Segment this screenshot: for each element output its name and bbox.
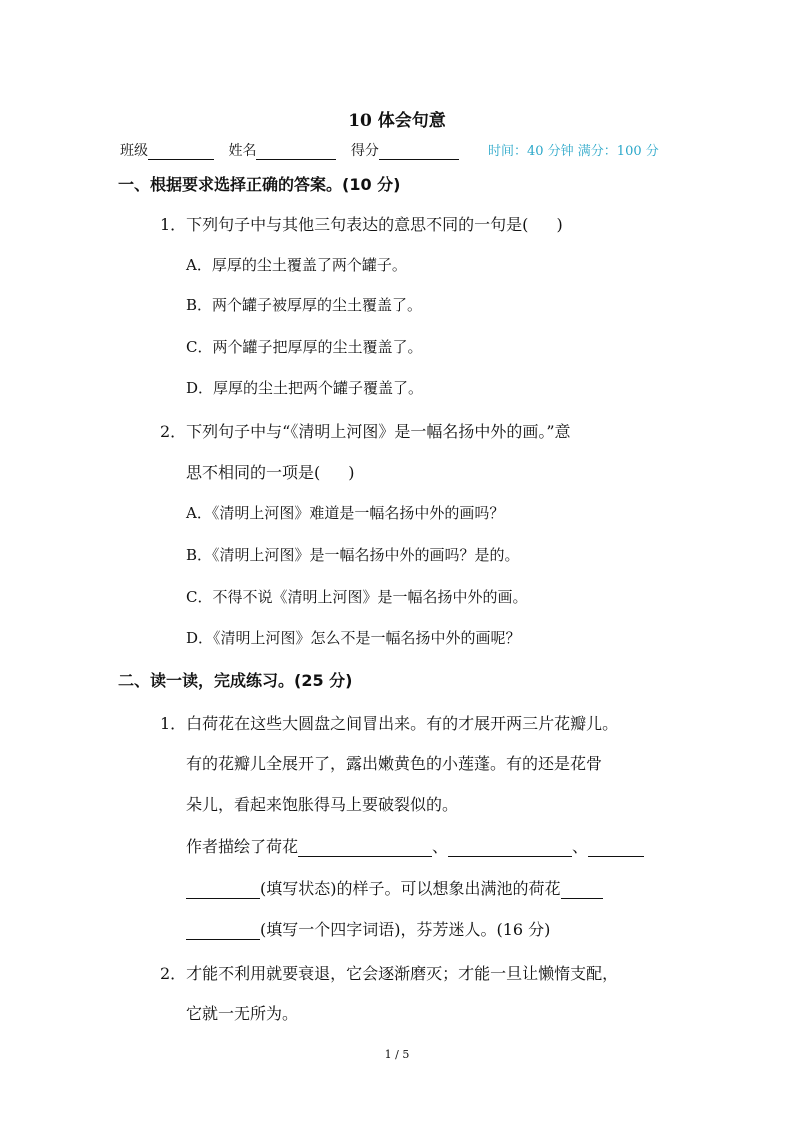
s1-q2-option-b: B．《清明上河图》是一幅名扬中外的画吗？是的。 bbox=[186, 546, 520, 564]
fill-blank[interactable] bbox=[186, 923, 260, 940]
fill-sep: 、 bbox=[572, 837, 589, 856]
section2-heading: 二、读一读，完成练习。(25 分) bbox=[118, 671, 353, 690]
s1-q2-option-c: C．不得不说《清明上河图》是一幅名扬中外的画。 bbox=[186, 588, 528, 606]
s1-q1-close: ) bbox=[556, 215, 563, 234]
fill-text: (填写一个四字词语)，芬芳迷人。(16 分) bbox=[260, 920, 551, 939]
s1-q1-option-a: A．厚厚的尘土覆盖了两个罐子。 bbox=[186, 256, 407, 274]
s2-q1-fill-line3 bbox=[186, 917, 550, 940]
s1-q2-stem-line1: 2．下列句子中与“《清明上河图》是一幅名扬中外的画。”意 bbox=[160, 422, 571, 441]
fill-blank[interactable] bbox=[448, 840, 572, 857]
fill-text: 作者描绘了荷花 bbox=[186, 837, 299, 856]
s1-q1-stem bbox=[160, 212, 563, 235]
fill-text: (填写状态)的样子。可以想象出满池的荷花 bbox=[260, 879, 561, 898]
name-label: 姓名 bbox=[228, 143, 257, 159]
score-blank bbox=[379, 145, 459, 160]
s2-q2-line2: 它就一无所为。 bbox=[186, 1004, 299, 1023]
student-info-row bbox=[120, 140, 659, 160]
s2-q1-fill-line2 bbox=[186, 876, 603, 899]
s1-q1-stem-text: 1．下列句子中与其他三句表达的意思不同的一句是( bbox=[160, 215, 529, 234]
s1-q2-option-d: D．《清明上河图》怎么不是一幅名扬中外的画呢？ bbox=[186, 629, 521, 647]
fill-blank[interactable] bbox=[588, 840, 644, 857]
s1-q2-stem-line2 bbox=[186, 460, 355, 483]
s1-q2-option-a: A．《清明上河图》难道是一幅名扬中外的画吗？ bbox=[186, 504, 505, 522]
s2-q2-line1: 2．才能不利用就要衰退，它会逐渐磨灭；才能一旦让懒惰支配， bbox=[160, 964, 619, 983]
s1-q1-option-d: D．厚厚的尘土把两个罐子覆盖了。 bbox=[186, 379, 424, 397]
fill-sep: 、 bbox=[432, 837, 449, 856]
time-score-meta: 时间：40 分钟 满分：100 分 bbox=[488, 144, 659, 159]
s1-q1-option-c: C．两个罐子把厚厚的尘土覆盖了。 bbox=[186, 338, 423, 356]
score-label: 得分 bbox=[350, 143, 379, 159]
fill-blank[interactable] bbox=[561, 882, 603, 899]
class-blank bbox=[148, 145, 214, 160]
s2-q1-passage-line2: 有的花瓣儿全展开了，露出嫩黄色的小莲蓬。有的还是花骨 bbox=[186, 754, 603, 773]
s1-q2-stem-text: 思不相同的一项是( bbox=[186, 463, 321, 482]
s2-q1-passage-line1: 1．白荷花在这些大圆盘之间冒出来。有的才展开两三片花瓣儿。 bbox=[160, 714, 619, 733]
s2-q1-fill-line1 bbox=[186, 834, 644, 857]
page-title: 10 体会句意 bbox=[348, 111, 446, 131]
name-blank bbox=[256, 145, 336, 160]
s1-q1-option-b: B．两个罐子被厚厚的尘土覆盖了。 bbox=[186, 296, 423, 314]
s2-q1-passage-line3: 朵儿，看起来饱胀得马上要破裂似的。 bbox=[186, 795, 459, 814]
s1-q2-close: ) bbox=[348, 463, 355, 482]
section1-heading: 一、根据要求选择正确的答案。(10 分) bbox=[118, 175, 401, 194]
class-label: 班级 bbox=[120, 143, 148, 159]
fill-blank[interactable] bbox=[186, 882, 260, 899]
page-number: 1 / 5 bbox=[384, 1048, 410, 1061]
fill-blank[interactable] bbox=[298, 840, 432, 857]
